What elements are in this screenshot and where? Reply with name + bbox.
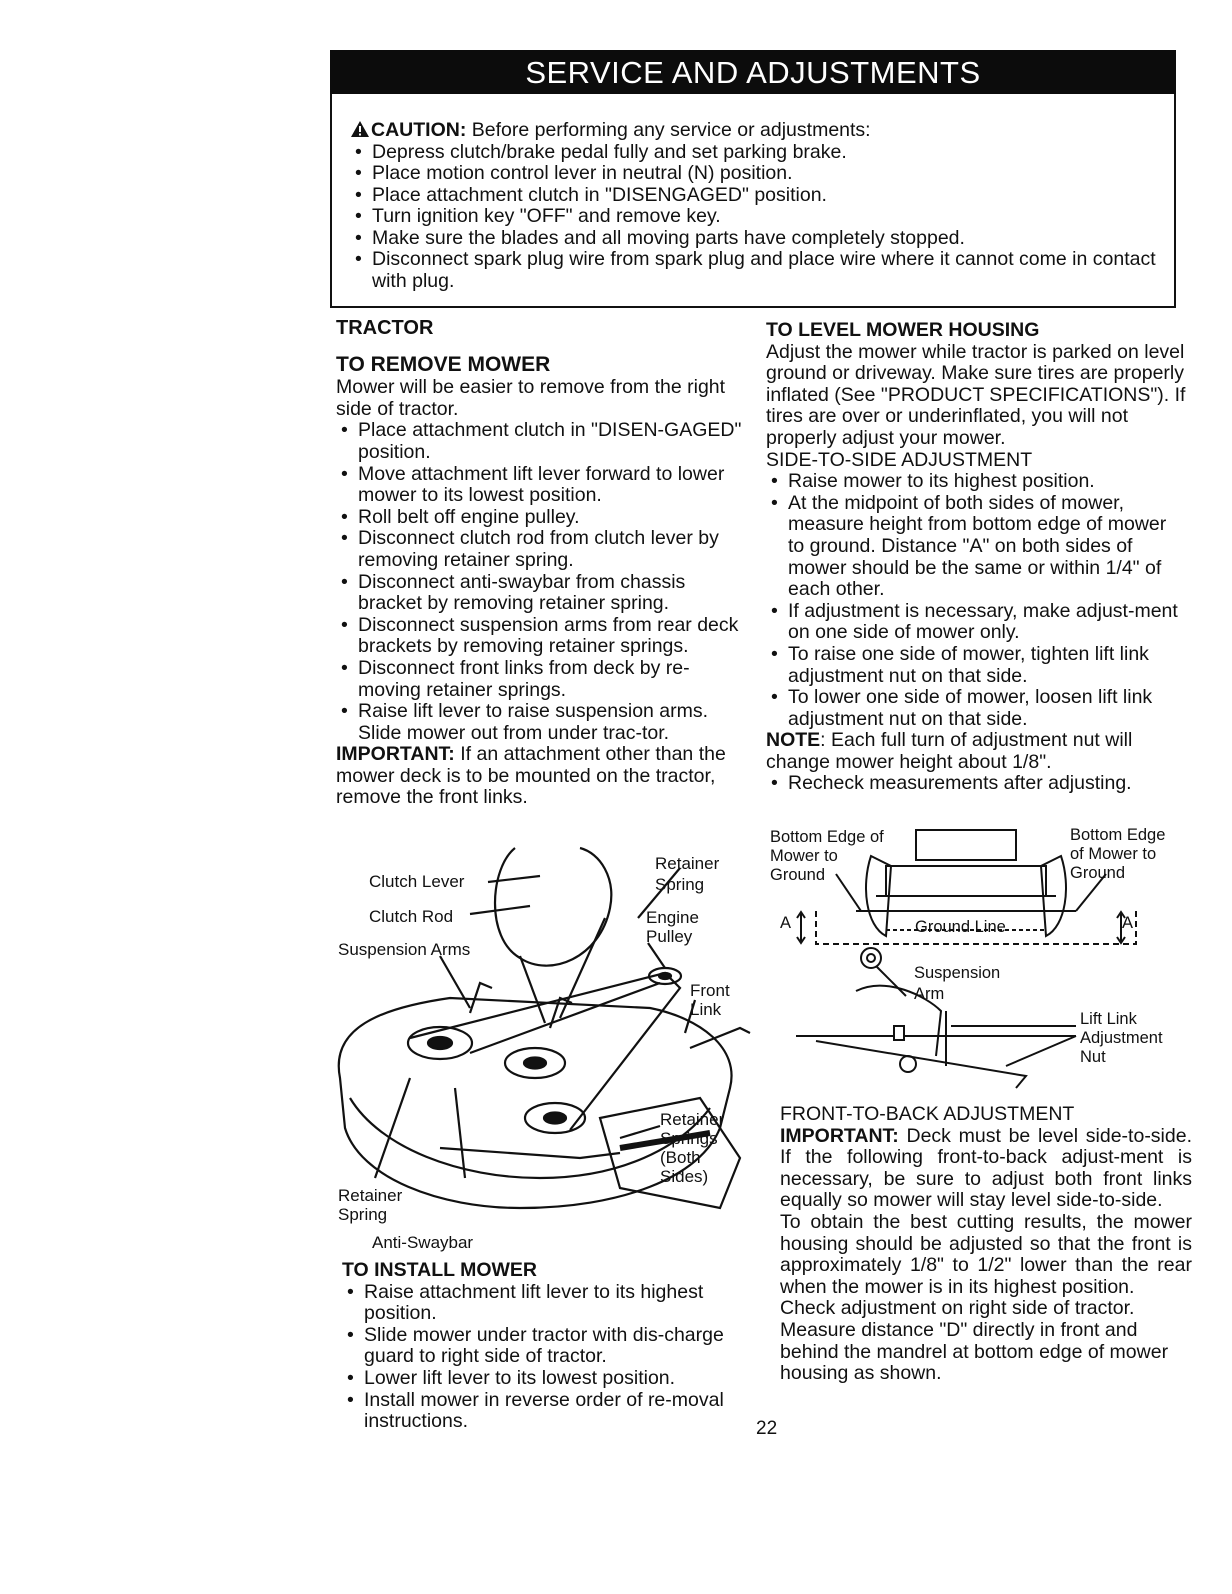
remove-steps-list: [336, 420, 746, 744]
install-mower-heading: TO INSTALL MOWER: [342, 1259, 537, 1281]
diagram-label-clutch-rod: Clutch Rod: [369, 907, 454, 926]
list-item: • Disconnect suspension arms from rear deck brackets by removing retainer springs.: [336, 615, 746, 658]
caution-list: [350, 142, 1162, 293]
front-important: [780, 1126, 1192, 1212]
level-intro: Adjust the mower while tractor is parked on level ground or driveway. Make sure tires are properly inflated (See "PRODUCT SPECIFICATIONS"). If tires are over or underinflated, you will not properly adjust your mower.: [766, 340, 1186, 449]
level-housing-heading: TO LEVEL MOWER HOUSING: [766, 319, 1040, 341]
diagram-label-bottom-edge-right: Bottom Edge of Mower to Ground: [1070, 826, 1166, 882]
list-item: • Lower lift lever to its lowest position.: [342, 1368, 754, 1390]
list-item: • Disconnect anti-swaybar from chassis bracket by removing retainer spring.: [336, 572, 746, 615]
remove-intro: Mower will be easier to remove from the right side of tractor.: [336, 376, 726, 420]
list-item: • Make sure the blades and all moving parts have completely stopped.: [350, 228, 1162, 250]
list-item: • Place motion control lever in neutral (N) position.: [350, 163, 1162, 185]
note-label: NOTE: [766, 729, 821, 752]
left-column: [336, 318, 746, 809]
front-important-label: IMPORTANT:: [780, 1124, 899, 1147]
diagram-label-suspension-arms: Suspension Arms: [338, 940, 471, 959]
install-section: [342, 1260, 754, 1433]
diagram-label-suspension-arm: Suspension Arm: [914, 964, 1001, 1003]
diagram-label-ground-line: Ground Line: [915, 918, 1006, 936]
page-title: SERVICE AND ADJUSTMENTS: [330, 50, 1176, 94]
front-to-back-section: [780, 1104, 1192, 1385]
diagram-label-retainer-springs-both: Retainer Springs (Both Sides): [660, 1110, 725, 1186]
install-steps-list: [342, 1282, 754, 1433]
important-text: If an attachment other than the mower deck is to be mounted on the tractor, remove the front links.: [336, 743, 726, 809]
page-number: 22: [756, 1418, 778, 1439]
note-text: : Each full turn of adjustment nut will change mower height about 1/8".: [766, 729, 1133, 773]
list-item: • Place attachment clutch in "DISENGAGED" position.: [350, 185, 1162, 207]
warning-triangle-icon: [350, 120, 370, 138]
front-to-back-heading: FRONT-TO-BACK ADJUSTMENT: [780, 1103, 1075, 1125]
list-item: • Disconnect clutch rod from clutch lever by removing retainer spring.: [336, 528, 746, 571]
list-item: • Raise lift lever to raise suspension arms. Slide mower out from under trac-tor.: [336, 701, 746, 744]
section-heading: TRACTOR: [336, 317, 434, 339]
diagram-label-clutch-lever: Clutch Lever: [369, 872, 465, 891]
caution-heading: [350, 120, 1162, 142]
diagram-label-retainer-spring-bottom: Retainer Spring: [338, 1186, 403, 1224]
front-important-text: Deck must be level side-to-side. If the following front-to-back adjust-ment is necessary, be sure to adjust both front links equally so mower will stay level side-to-side.: [780, 1124, 1192, 1212]
important-note: [336, 744, 746, 809]
front-paragraph-3: Check adjustment on right side of tractor. Measure distance "D" directly in front and behind the mandrel at bottom edge of mower housing as shown.: [780, 1297, 1169, 1385]
list-item: • Turn ignition key "OFF" and remove key.: [350, 206, 1162, 228]
front-paragraph-2: To obtain the best cutting results, the mower housing should be adjusted so that the front is approximately 1/8" to 1/2" lower than the rear when the mower is in its highest position.: [780, 1210, 1192, 1298]
list-item: • Recheck measurements after adjusting.: [766, 773, 1186, 795]
caution-label: CAUTION:: [371, 119, 467, 141]
list-item: • Slide mower under tractor with dis-charge guard to right side of tractor.: [342, 1325, 754, 1368]
list-item: • Depress clutch/brake pedal fully and set parking brake.: [350, 142, 1162, 164]
recheck-list: [766, 773, 1186, 795]
diagram-label-front-link: Front Link: [690, 981, 730, 1019]
list-item: • Place attachment clutch in "DISEN-GAGED" position.: [336, 420, 746, 463]
list-item: • Roll belt off engine pulley.: [336, 507, 746, 529]
remove-mower-heading: TO REMOVE MOWER: [336, 352, 551, 376]
diagram-label-a-right: A: [1122, 914, 1134, 932]
diagram-label-anti-swaybar: Anti-Swaybar: [372, 1233, 474, 1252]
right-column: [766, 320, 1186, 795]
list-item: • Install mower in reverse order of re-moval instructions.: [342, 1390, 754, 1433]
diagram-label-a-left: A: [780, 914, 792, 932]
list-item: • Disconnect front links from deck by re-moving retainer springs.: [336, 658, 746, 701]
list-item: • Move attachment lift lever forward to lower mower to its lowest position.: [336, 464, 746, 507]
note: [766, 730, 1186, 773]
diagram-label-engine-pulley: Engine Pulley: [646, 908, 699, 946]
list-item: • If adjustment is necessary, make adjust-ment on one side of mower only.: [766, 601, 1186, 644]
diagram-label-bottom-edge-left: Bottom Edge of Mower to Ground: [770, 828, 884, 884]
caution-box: [330, 94, 1176, 308]
list-item: • Raise mower to its highest position.: [766, 471, 1186, 493]
list-item: • To raise one side of mower, tighten lift link adjustment nut on that side.: [766, 644, 1186, 687]
side-to-side-heading: SIDE-TO-SIDE ADJUSTMENT: [766, 448, 1033, 471]
important-label: IMPORTANT:: [336, 743, 455, 766]
diagram-label-retainer-spring-top: Retainer Spring: [655, 854, 720, 894]
list-item: • At the midpoint of both sides of mower, measure height from bottom edge of mower to ground. Distance "A" on both sides of mower should be the same or within 1/4" of each other.: [766, 493, 1186, 601]
side-steps-list: [766, 471, 1186, 730]
caution-intro: Before performing any service or adjustments:: [466, 119, 871, 141]
list-item: • Raise attachment lift lever to its highest position.: [342, 1282, 754, 1325]
diagram-label-lift-link-nut: Lift Link Adjustment Nut: [1080, 1010, 1163, 1066]
list-item: • To lower one side of mower, loosen lift link adjustment nut on that side.: [766, 687, 1186, 730]
list-item: • Disconnect spark plug wire from spark plug and place wire where it cannot come in contact with plug.: [350, 249, 1162, 292]
